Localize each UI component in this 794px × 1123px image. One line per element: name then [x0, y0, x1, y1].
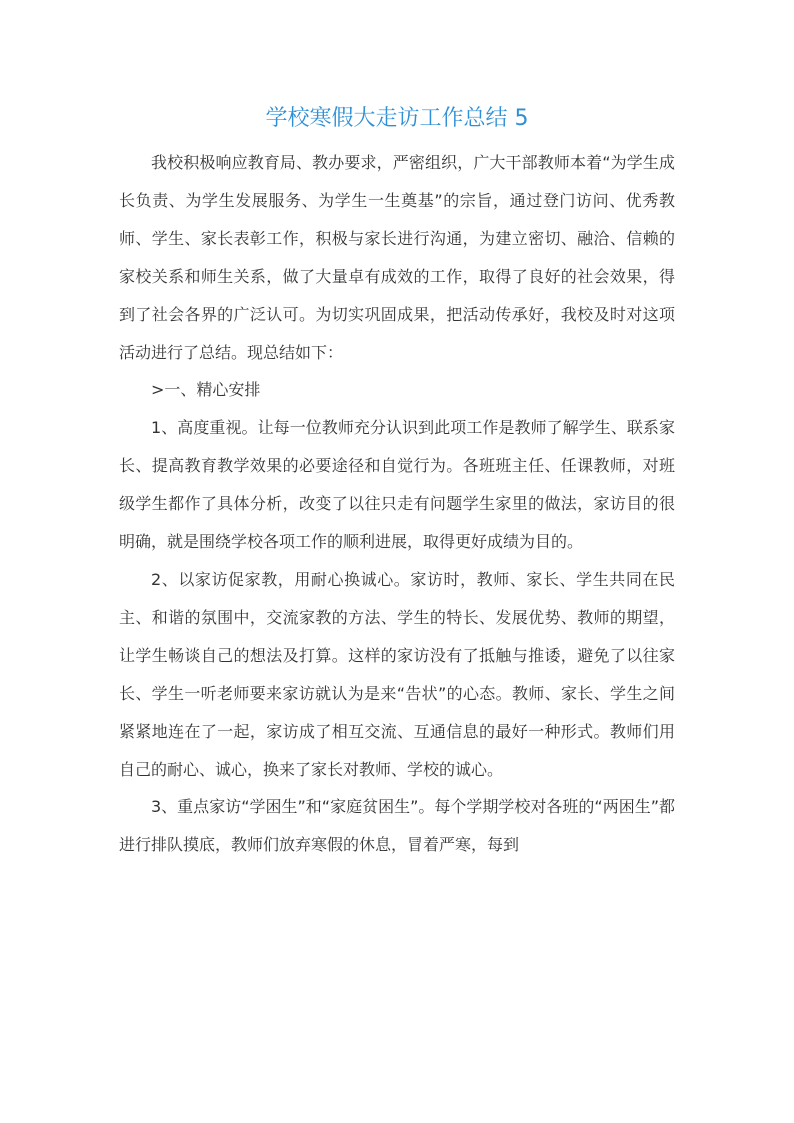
document-body [119, 144, 675, 864]
paragraph-item-2: 2、以家访促家教，用耐心换诚心。家访时，教师、家长、学生共同在民主、和谐的氛围中，交流家教的方法、学生的特长、发展优势、教师的期望，让学生畅谈自己的想法及打算。这样的家访没有了抵触与推诿，避免了以往家长、学生一听老师要来家访就认为是来“告状”的心态。教师、家长、学生之间紧紧地连在了一起，家访成了相互交流、互通信息的最好一种形式。教师们用自己的耐心、诚心，换来了家长对教师、学校的诚心。 [119, 569, 675, 779]
paragraph-item-1: 1、高度重视。让每一位教师充分认识到此项工作是教师了解学生、联系家长、提高教育教学效果的必要途径和自觉行为。各班班主任、任课教师，对班级学生都作了具体分析，改变了以往只走有问题学生家里的做法，家访目的很明确，就是围绕学校各项工作的顺利进展，取得更好成绩为目的。 [119, 418, 675, 552]
section-heading: >一、精心安排 [151, 380, 261, 400]
document-title: 学校寒假大走访工作总结 5 [265, 106, 529, 131]
paragraph-item-3: 3、重点家访“学困生”和“家庭贫困生”。每个学期学校对各班的“两困生”都进行排队摸底，教师们放弃寒假的休息，冒着严寒，每到 [119, 797, 675, 855]
paragraph-intro: 我校积极响应教育局、教办要求，严密组织，广大干部教师本着“为学生成长负责、为学生发展服务、为学生一生奠基”的宗旨，通过登门访问、优秀教师、学生、家长表彰工作，积极与家长进行沟通，为建立密切、融洽、信赖的家校关系和师生关系，做了大量卓有成效的工作，取得了良好的社会效果，得到了社会各界的广泛认可。为切实巩固成果，把活动传承好，我校及时对这项活动进行了总结。现总结如下： [119, 153, 675, 362]
